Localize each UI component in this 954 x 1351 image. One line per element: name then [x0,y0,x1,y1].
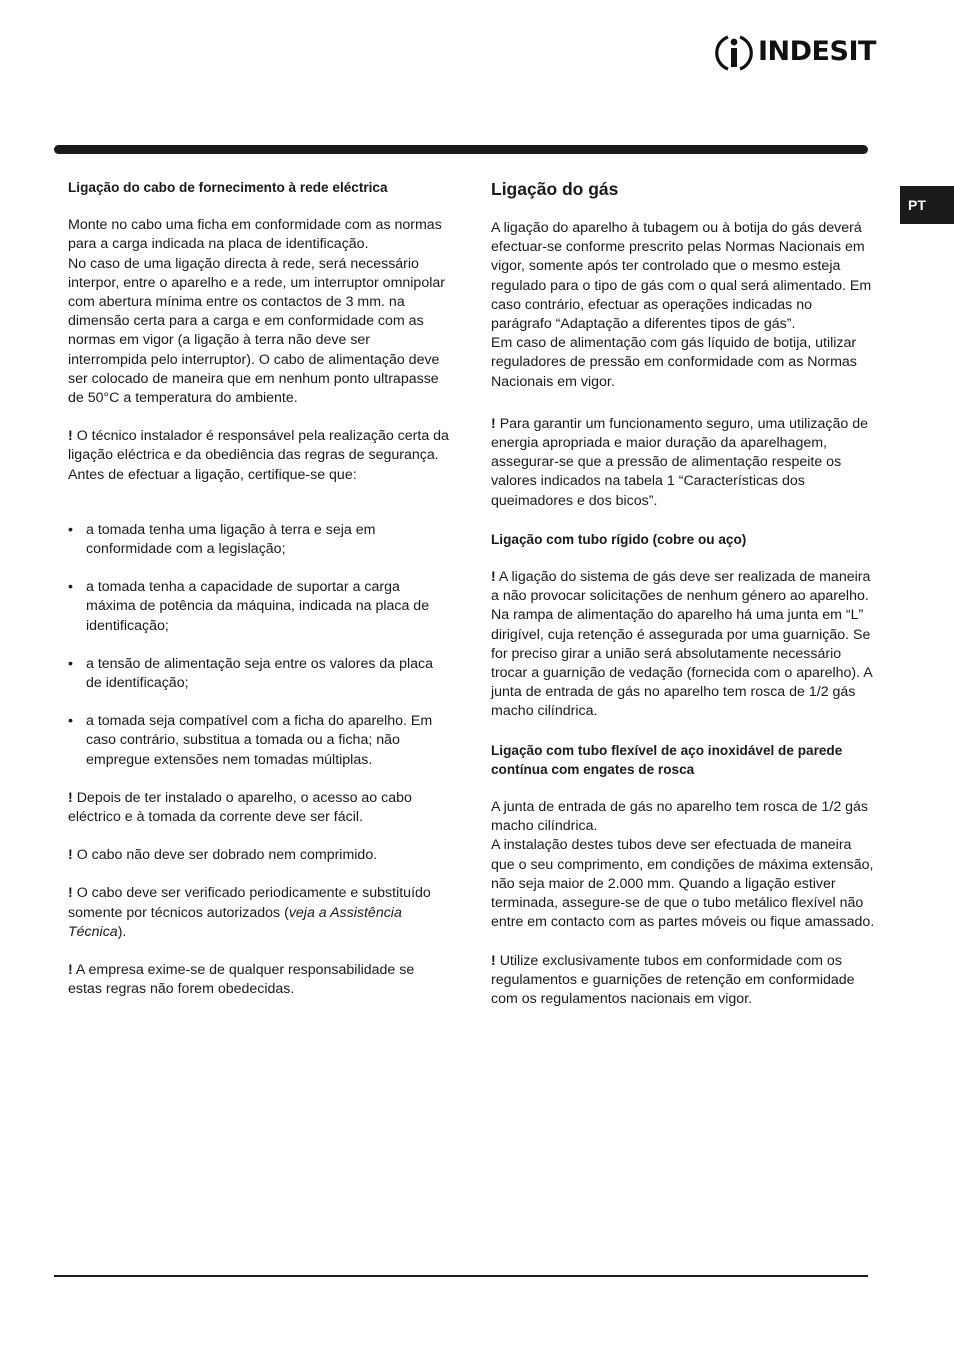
right-column [491,178,875,1009]
warning-note [491,415,875,511]
paragraph: Antes de efectuar a ligação, certifique-se que: [68,466,357,483]
warning-text-italic: veja a Assistência Técnica [68,904,402,940]
left-column [68,178,452,1000]
warning-text: Depois de ter instalado o aparelho, o acesso ao cabo eléctrico e à tomada da corrente deve ser fácil. [68,789,412,826]
warning-text: ). [117,923,127,940]
warning-text: O cabo deve ser verificado periodicamente e substituído somente por técnicos autorizados ( [68,885,431,921]
warning-note [68,427,452,465]
warning-mark: ! [491,952,496,969]
section-heading-electrical: Ligação do cabo de fornecimento à rede eléctrica [68,180,388,195]
warning-text: Utilize exclusivamente tubos em conformidade com os regulamentos e guarnições de retenção em conformidade com os regulamentos nacionais em vigor. [491,952,855,1007]
paragraph: Na rampa de alimentação do aparelho há uma junta em “L” dirigível, cuja retenção é assegurada por uma guarnição. Se for preciso girar a união será absolutamente necessário trocar a guarnição de vedação (fornecida com o aparelho). A junta de entrada de gás no aparelho tem rosca de 1/2 gás macho cilíndrica. [491,607,872,720]
warning-text: O técnico instalador é responsável pela realização certa da ligação eléctrica e da obediência das regras de segurança. [68,428,449,464]
warning-text: A empresa exime-se de qualquer responsabilidade se estas regras não forem obedecidas. [68,962,415,998]
paragraph: A junta de entrada de gás no aparelho tem rosca de 1/2 gás macho cilíndrica. [491,799,869,835]
warning-mark: ! [68,428,73,445]
subheading-flexible-tube: Ligação com tubo flexível de aço inoxidável de parede contínua com engates de rosca [491,742,843,777]
bullet-icon: • [68,713,73,730]
top-divider [54,145,868,154]
warning-note [68,789,452,827]
language-tab: PT [900,186,954,224]
warning-text: A ligação do sistema de gás deve ser realizada de maneira a não provocar solicitações de nenhum género ao aparelho. [491,569,871,605]
warning-note [68,846,452,865]
warning-mark: ! [68,847,73,864]
bullet-icon: • [68,655,73,672]
paragraph: Em caso de alimentação com gás líquido de botija, utilizar reguladores de pressão em conformidade com as Normas Nacionais em vigor. [491,335,857,390]
indesit-logo [714,31,874,75]
paragraph: Monte no cabo uma ficha em conformidade com as normas para a carga indicada na placa de identificação. [68,217,442,253]
warning-mark: ! [68,885,73,902]
list-item: • a tomada tenha uma ligação à terra e seja em conformidade com a legislação; [68,521,376,558]
warning-text: O cabo não deve ser dobrado nem comprimido. [76,847,378,864]
brand-mark-icon [714,31,754,75]
bullet-icon: • [68,579,73,596]
list-item: • a tomada seja compatível com a ficha do aparelho. Em caso contrário, substitua a tomada ou a ficha; não empregue extensões nem tomadas múltiplas. [68,713,433,768]
subheading-rigid-tube: Ligação com tubo rígido (cobre ou aço) [491,531,747,547]
list-item: • a tensão de alimentação seja entre os valores da placa de identificação; [68,655,434,692]
warning-text: Para garantir um funcionamento seguro, uma utilização de energia apropriada e maior duração da aparelhagem, assegurar-se que a pressão de alimentação respeite os valores indicados na tabela 1 “Características dos queimadores e dos bicos”. [491,415,868,509]
warning-mark: ! [491,415,496,432]
brand-wordmark: INDESIT [758,36,876,67]
warning-note [491,568,875,606]
warning-note [491,952,875,1010]
warning-mark: ! [491,569,496,586]
warning-note [68,884,452,942]
bottom-divider [54,1275,868,1277]
warning-mark: ! [68,789,73,806]
paragraph: No caso de uma ligação directa à rede, será necessário interpor, entre o aparelho e a rede, um interruptor omnipolar com abertura mínima entre os contactos de 3 mm. na dimensão certa para a carga e em conformidade com as normas em vigor (a ligação à terra não deve ser interrompida pelo interruptor). O cabo de alimentação deve ser colocado de maneira que em nenhum ponto ultrapasse de 50°C a temperatura do ambiente. [68,255,445,407]
paragraph: A ligação do aparelho à tubagem ou à botija do gás deverá efectuar-se conforme prescrito pelas Normas Nacionais em vigor, somente após ter controlado que o mesmo esteja regulado para o tipo de gás com o qual será alimentado. Em caso contrário, efectuar as operações indicadas no parágrafo “Adaptação a diferentes tipos de gás”. [491,220,872,333]
bullet-icon: • [68,521,73,538]
list-item: • a tomada tenha a capacidade de suportar a carga máxima de potência da máquina, indicada na placa de identificação; [68,579,430,634]
warning-note [68,961,452,999]
paragraph: A instalação destes tubos deve ser efectuada de maneira que o seu comprimento, em condições de máxima extensão, não seja maior de 2.000 mm. Quando a ligação estiver terminada, assegure-se de que o tubo metálico flexível não entre em contacto com as partes móveis ou fique amassado. [491,837,875,931]
warning-mark: ! [68,962,73,979]
section-title-gas: Ligação do gás [491,179,619,199]
